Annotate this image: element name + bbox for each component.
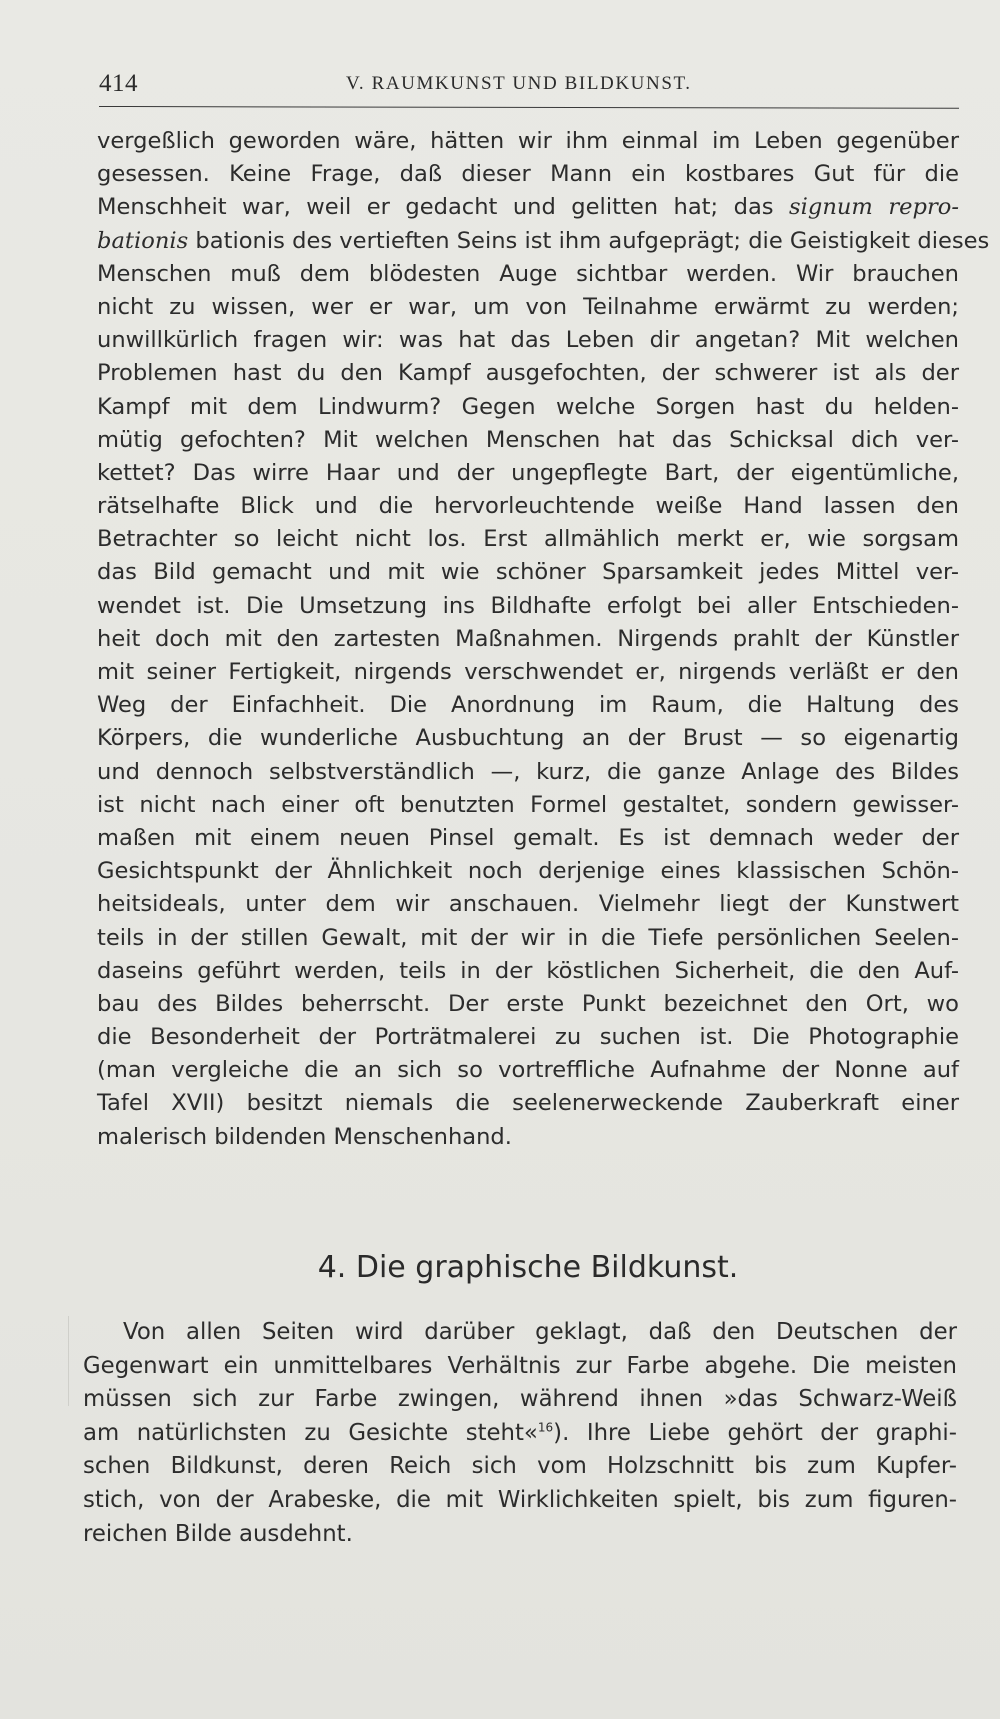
text-line: kettet? Das wirre Haar und der ungepflegte Bart, der eigentümliche, — [97, 459, 959, 486]
text-line: Tafel XVII) besitzt niemals die seelenerweckende Zauberkraft einer — [97, 1090, 959, 1117]
text-line: heit doch mit den zartesten Maßnahmen. Nirgends prahlt der Künstler — [97, 625, 959, 652]
text-line: nicht zu wissen, wer er war, um von Teilnahme erwärmt zu werden; — [97, 293, 959, 320]
text-line: heitsideals, unter dem wir anschauen. Vielmehr liegt der Kunstwert — [97, 891, 959, 918]
text-line: Kampf mit dem Lindwurm? Gegen welche Sorgen hast du helden- — [97, 393, 959, 420]
text-line: die Besonderheit der Porträtmalerei zu suchen ist. Die Photographie — [97, 1024, 959, 1051]
text-line: unwillkürlich fragen wir: was hat das Leben dir angetan? Mit welchen — [97, 327, 959, 354]
text-line: rätselhafte Blick und die hervorleuchtende weiße Hand lassen den — [97, 493, 959, 520]
text-segment: am natürlichsten zu Gesichte steht« — [83, 1419, 538, 1446]
text-line: bau des Bildes beherrscht. Der erste Punkt bezeichnet den Ort, wo — [97, 990, 959, 1017]
text-line — [83, 1417, 957, 1451]
text-segment: ). Ihre Liebe gehört der graphi- — [553, 1419, 957, 1446]
text-segment: Menschheit war, weil er gedacht und gelitten hat; das — [97, 194, 774, 221]
italic-phrase: bationis — [97, 227, 189, 254]
paragraph-graphic-art — [83, 1316, 957, 1551]
italic-phrase: signum repro- — [789, 194, 959, 221]
text-line: stich, von der Arabeske, die mit Wirklichkeiten spielt, bis zum figuren- — [83, 1486, 957, 1513]
text-line: und dennoch selbstverständlich —, kurz, die ganze Anlage des Bildes — [97, 758, 959, 785]
text-line: Weg der Einfachheit. Die Anordnung im Raum, die Haltung des — [97, 692, 959, 719]
section-heading: 4. Die graphische Bildkunst. — [317, 1250, 739, 1285]
text-line: ist nicht nach einer oft benutzten Formel gestaltet, sondern gewisser- — [97, 791, 959, 818]
text-line: malerisch bildenden Menschenhand. — [97, 1123, 512, 1150]
text-line: reichen Bilde ausdehnt. — [83, 1520, 353, 1547]
margin-mark — [68, 1316, 69, 1406]
text-line: müssen sich zur Farbe zwingen, während ihnen »das Schwarz-Weiß — [83, 1386, 957, 1413]
text-line: teils in der stillen Gewalt, mit der wir in die Tiefe persönlichen Seelen- — [97, 924, 959, 951]
text-line: Menschen muß dem blödesten Auge sichtbar werden. Wir brauchen — [97, 260, 959, 287]
text-line: vergeßlich geworden wäre, hätten wir ihm einmal im Leben gegenüber — [97, 128, 959, 154]
text-line: schen Bildkunst, deren Reich sich vom Holzschnitt bis zum Kupfer- — [83, 1453, 957, 1480]
text-line: maßen mit einem neuen Pinsel gemalt. Es ist demnach weder der — [97, 824, 959, 851]
running-title: V. RAUMKUNST UND BILDKUNST. — [346, 73, 692, 94]
text-line: (man vergleiche die an sich so vortreffliche Aufnahme der Nonne auf — [97, 1057, 959, 1084]
text-line: gesessen. Keine Frage, daß dieser Mann ein kostbares Gut für die — [97, 161, 959, 188]
footnote-reference[interactable]: 16 — [537, 1420, 554, 1435]
text-line: Problemen hast du den Kampf ausgefochten, der schwerer ist als der — [97, 360, 959, 387]
paragraph-portrait-discussion — [97, 125, 990, 1154]
header-rule — [99, 106, 959, 109]
page-header — [99, 70, 957, 106]
text-line — [97, 191, 959, 224]
text-line: Körpers, die wunderliche Ausbuchtung an der Brust — so eigenartig — [97, 725, 959, 752]
text-line: mit seiner Fertigkeit, nirgends verschwendet er, nirgends verläßt er den — [97, 659, 959, 685]
page-number: 414 — [99, 70, 138, 97]
text-segment: bationis des vertieften Seins ist ihm aufgeprägt; die Geistigkeit dieses — [195, 227, 990, 254]
text-line: Betrachter so leicht nicht los. Erst allmählich merkt er, wie sorgsam — [97, 526, 959, 553]
text-line: das Bild gemacht und mit wie schöner Sparsamkeit jedes Mittel ver- — [97, 559, 959, 586]
text-line: Von allen Seiten wird darüber geklagt, daß den Deutschen der — [123, 1319, 957, 1345]
text-line — [97, 225, 990, 258]
text-line: mütig gefochten? Mit welchen Menschen hat das Schicksal dich ver- — [97, 426, 959, 453]
text-line: wendet ist. Die Umsetzung ins Bildhafte erfolgt bei aller Entschieden- — [97, 592, 959, 619]
text-line: Gesichtspunkt der Ähnlichkeit noch derjenige eines klassischen Schön- — [97, 858, 959, 885]
text-line: daseins geführt werden, teils in der köstlichen Sicherheit, die den Auf- — [97, 957, 959, 984]
text-line: Gegenwart ein unmittelbares Verhältnis zur Farbe abgehe. Die meisten — [83, 1352, 957, 1379]
